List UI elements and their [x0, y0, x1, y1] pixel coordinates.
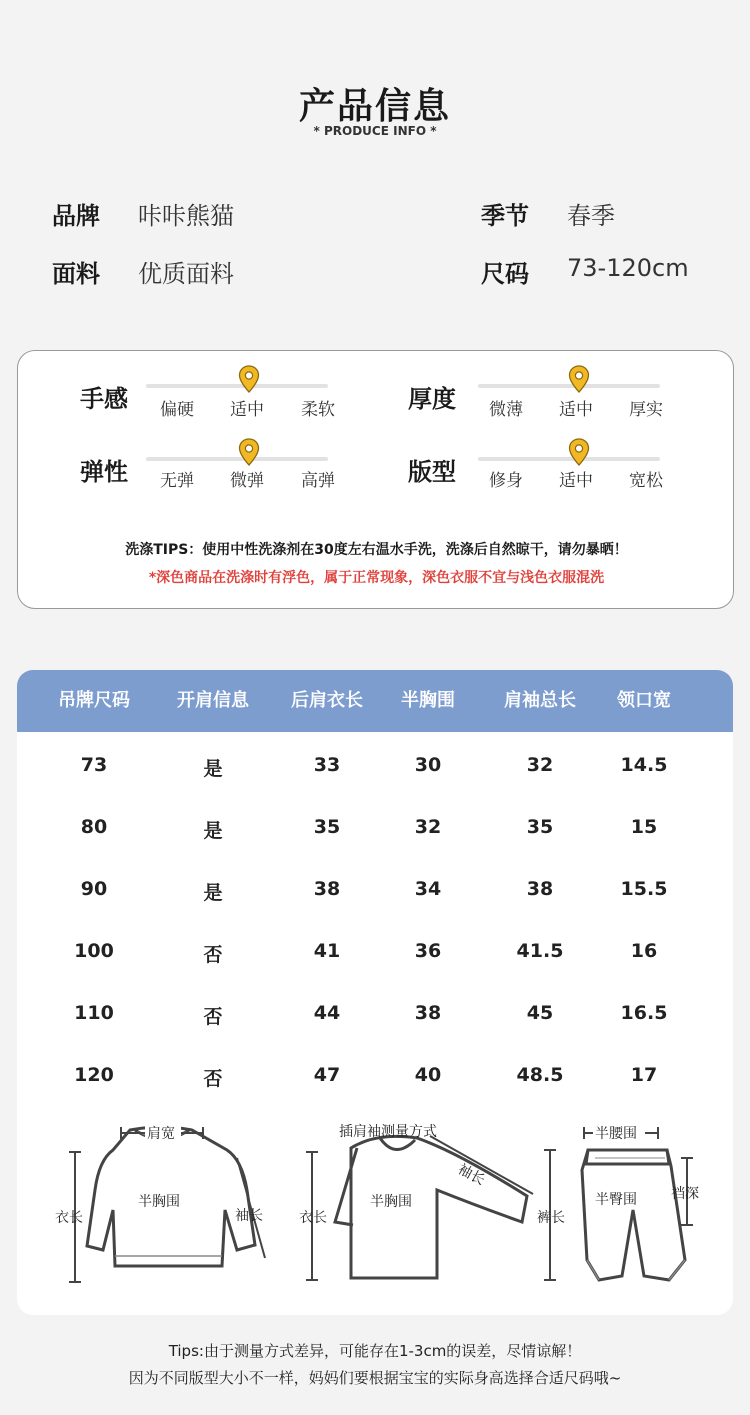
table-cell: 35	[313, 816, 341, 838]
feel-tick: 高弹	[301, 471, 335, 491]
feel-tick: 柔软	[301, 400, 335, 420]
table-cell: 41.5	[516, 940, 564, 962]
diagram-label: 半胸围	[138, 1194, 180, 1210]
info-season-key: 季节	[481, 202, 529, 230]
diagram-label: 衣长	[299, 1210, 327, 1226]
location-pin-icon	[568, 438, 590, 466]
feel-tick: 适中	[559, 400, 593, 420]
table-cell: 73	[80, 754, 108, 776]
feel-tick: 修身	[489, 471, 523, 491]
location-pin-icon	[238, 365, 260, 393]
diagram-label: 插肩袖测量方式	[339, 1124, 437, 1140]
page-subtitle: * PRODUCE INFO *	[313, 124, 437, 138]
table-cell: 38	[526, 878, 554, 900]
table-header-cell: 开肩信息	[177, 690, 249, 711]
table-cell: 14.5	[620, 754, 668, 776]
table-cell: 是	[203, 758, 223, 780]
table-cell: 30	[414, 754, 442, 776]
feel-tick: 厚实	[629, 400, 663, 420]
table-header-cell: 后肩衣长	[291, 690, 363, 711]
table-cell: 36	[414, 940, 442, 962]
feel-tick: 无弹	[160, 471, 194, 491]
feel-label-elasticity: 弹性	[80, 458, 128, 486]
table-cell: 34	[414, 878, 442, 900]
table-header-cell: 肩袖总长	[504, 690, 576, 711]
table-cell: 41	[313, 940, 341, 962]
diagram-label: 半腰围	[595, 1126, 637, 1142]
table-cell: 否	[203, 1068, 223, 1090]
table-cell: 否	[203, 1006, 223, 1028]
feel-tick: 微薄	[489, 400, 523, 420]
info-size-key: 尺码	[481, 260, 529, 288]
table-header-cell: 领口宽	[617, 690, 671, 711]
table-cell: 100	[74, 940, 114, 962]
footer-tip-line1: Tips:由于测量方式差异，可能存在1-3cm的误差，尽情谅解！	[168, 1342, 582, 1360]
location-pin-icon	[568, 365, 590, 393]
table-cell: 38	[414, 1002, 442, 1024]
feel-tick: 宽松	[629, 471, 663, 491]
fabric-feel-panel	[17, 350, 734, 609]
table-cell: 48.5	[516, 1064, 564, 1086]
table-cell: 15	[630, 816, 658, 838]
table-cell: 16.5	[620, 1002, 668, 1024]
table-cell: 120	[74, 1064, 114, 1086]
measurement-diagrams	[17, 1110, 733, 1310]
table-cell: 90	[80, 878, 108, 900]
table-cell: 17	[630, 1064, 658, 1086]
table-header-cell: 半胸围	[401, 690, 455, 711]
diagram-label: 肩宽	[147, 1126, 175, 1142]
feel-tick: 微弹	[230, 471, 264, 491]
diagram-label: 袖长	[455, 1161, 488, 1189]
info-brand-value: 咔咔熊猫	[138, 202, 234, 230]
info-brand-key: 品牌	[52, 202, 100, 230]
table-cell: 15.5	[620, 878, 668, 900]
table-cell: 35	[526, 816, 554, 838]
info-fabric-key: 面料	[52, 260, 100, 288]
diagram-label: 半胸围	[370, 1194, 412, 1210]
table-cell: 是	[203, 820, 223, 842]
diagram-label: 袖长	[235, 1208, 263, 1224]
diagram-label: 裆深	[671, 1186, 699, 1202]
table-cell: 40	[414, 1064, 442, 1086]
table-header-cell: 吊牌尺码	[58, 690, 130, 711]
size-table-card	[17, 670, 733, 1315]
page-title: 产品信息	[298, 86, 451, 127]
table-cell: 是	[203, 882, 223, 904]
table-cell: 32	[526, 754, 554, 776]
table-cell: 32	[414, 816, 442, 838]
feel-track-elasticity	[146, 457, 328, 461]
size-table-header	[17, 670, 733, 732]
footer-tip-line2: 因为不同版型大小不一样，妈妈们要根据宝宝的实际身高选择合适尺码哦~	[128, 1369, 622, 1387]
diagram-label: 裤长	[537, 1210, 565, 1226]
wash-warning: *深色商品在洗涤时有浮色，属于正常现象，深色衣服不宜与浅色衣服混洗	[148, 570, 605, 586]
feel-tick: 偏硬	[160, 400, 194, 420]
info-size-value: 73-120cm	[567, 254, 689, 282]
feel-label-fit: 版型	[408, 458, 456, 486]
feel-label-hand: 手感	[80, 385, 128, 413]
info-season-value: 春季	[567, 202, 615, 230]
location-pin-icon	[238, 438, 260, 466]
feel-tick: 适中	[559, 471, 593, 491]
table-cell: 否	[203, 944, 223, 966]
feel-track-hand	[146, 384, 328, 388]
feel-tick: 适中	[230, 400, 264, 420]
table-cell: 45	[526, 1002, 554, 1024]
table-cell: 38	[313, 878, 341, 900]
table-cell: 110	[74, 1002, 114, 1024]
table-cell: 16	[630, 940, 658, 962]
table-cell: 33	[313, 754, 341, 776]
info-fabric-value: 优质面料	[138, 260, 234, 288]
wash-tips: 洗涤TIPS：使用中性洗涤剂在30度左右温水手洗，洗涤后自然晾干，请勿暴晒！	[125, 542, 628, 558]
feel-label-thickness: 厚度	[408, 385, 456, 413]
diagram-label: 衣长	[55, 1210, 83, 1226]
table-cell: 80	[80, 816, 108, 838]
table-cell: 44	[313, 1002, 341, 1024]
diagram-label: 半臀围	[595, 1192, 637, 1208]
table-cell: 47	[313, 1064, 341, 1086]
